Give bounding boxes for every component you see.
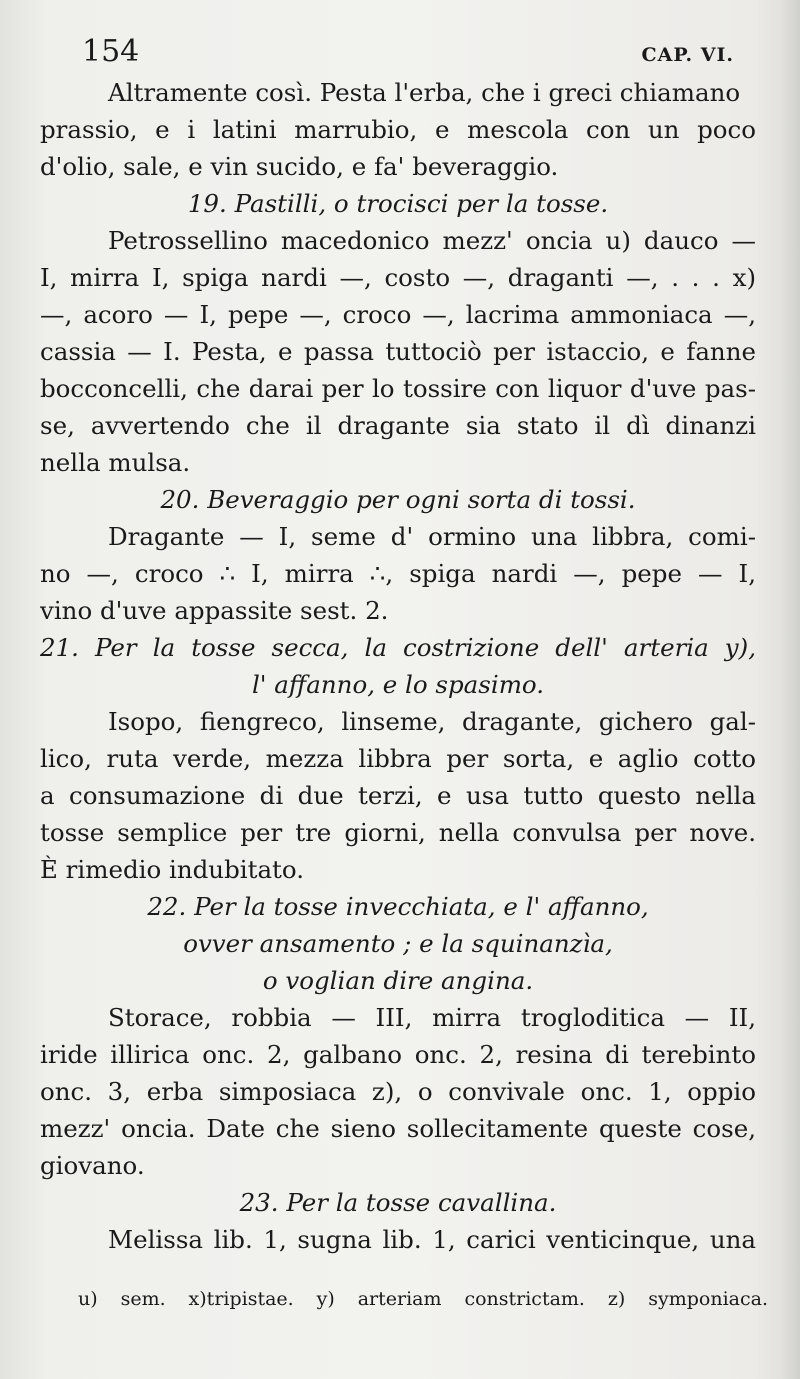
text-line: giovano. bbox=[40, 1151, 145, 1180]
text-line: a consumazione di due terzi, e usa tutto questo nella bbox=[40, 781, 756, 810]
text-line: mezz' oncia. Date che sieno sollecitamente queste cose, bbox=[40, 1114, 756, 1143]
page-edge-shadow bbox=[780, 0, 800, 1379]
text-line: Storace, robbia — III, mirra trogloditica — II, bbox=[108, 1003, 756, 1032]
text-line: d'olio, sale, e vin sucido, e fa' beveraggio. bbox=[40, 152, 559, 181]
text-line: Altramente così. Pesta l'erba, che i greci chiamano bbox=[108, 78, 741, 107]
text-line: tosse semplice per tre giorni, nella convulsa per nove. bbox=[40, 818, 756, 847]
text-line: bocconcelli, che darai per lo tossire con liquor d'uve pas- bbox=[40, 374, 756, 403]
text-line: I, mirra I, spiga nardi —, costo —, draganti —, . . . x) bbox=[40, 263, 756, 292]
text-line: vino d'uve appassite sest. 2. bbox=[40, 596, 389, 625]
text-line: Isopo, fiengreco, linseme, dragante, gichero gal- bbox=[108, 707, 756, 736]
text-line: se, avvertendo che il dragante sia stato il dì dinanzi bbox=[40, 411, 756, 440]
text-line: Dragante — I, seme d' ormino una libbra, comi- bbox=[108, 522, 756, 551]
text-line: iride illirica onc. 2, galbano onc. 2, resina di terebinto bbox=[40, 1040, 756, 1069]
text-line: onc. 3, erba simposiaca z), o convivale onc. 1, oppio bbox=[40, 1077, 756, 1106]
text-line: 21. Per la tosse secca, la costrizione dell' arteria y), bbox=[40, 633, 756, 662]
text-line: l' affanno, e lo spasimo. bbox=[251, 670, 545, 699]
text-line: —, acoro — I, pepe —, croco —, lacrima ammoniaca —, bbox=[40, 300, 756, 329]
text-line: È rimedio indubitato. bbox=[40, 855, 305, 884]
page-number: 154 bbox=[82, 34, 140, 69]
page-header bbox=[82, 34, 734, 74]
text-line: 22. Per la tosse invecchiata, e l' affanno, bbox=[147, 892, 649, 921]
text-line: no —, croco ∴ I, mirra ∴, spiga nardi —, pepe — I, bbox=[40, 559, 756, 588]
text-line: cassia — I. Pesta, e passa tuttociò per istaccio, e fanne bbox=[40, 337, 756, 366]
text-line: 23. Per la tosse cavallina. bbox=[239, 1188, 557, 1217]
text-line: ovver ansamento ; e la squinanzìa, bbox=[183, 929, 613, 958]
text-line: Petrossellino macedonico mezz' oncia u) dauco — bbox=[108, 226, 756, 255]
text-line: Melissa lib. 1, sugna lib. 1, carici venticinque, una bbox=[108, 1225, 756, 1254]
text-line: prassio, e i latini marrubio, e mescola con un poco bbox=[40, 115, 756, 144]
running-head: CAP. VI. bbox=[641, 44, 734, 66]
body-text bbox=[40, 74, 756, 1258]
text-line: 19. Pastilli, o trocisci per la tosse. bbox=[187, 189, 609, 218]
text-line: o voglian dire angina. bbox=[262, 966, 534, 995]
text-line: nella mulsa. bbox=[40, 448, 191, 477]
text-line: 20. Beveraggio per ogni sorta di tossi. bbox=[160, 485, 636, 514]
text-line: lico, ruta verde, mezza libbra per sorta, e aglio cotto bbox=[40, 744, 756, 773]
footnotes: u) sem. x)tripistae. y) arteriam constrictam. z) symponiaca. bbox=[78, 1288, 768, 1310]
